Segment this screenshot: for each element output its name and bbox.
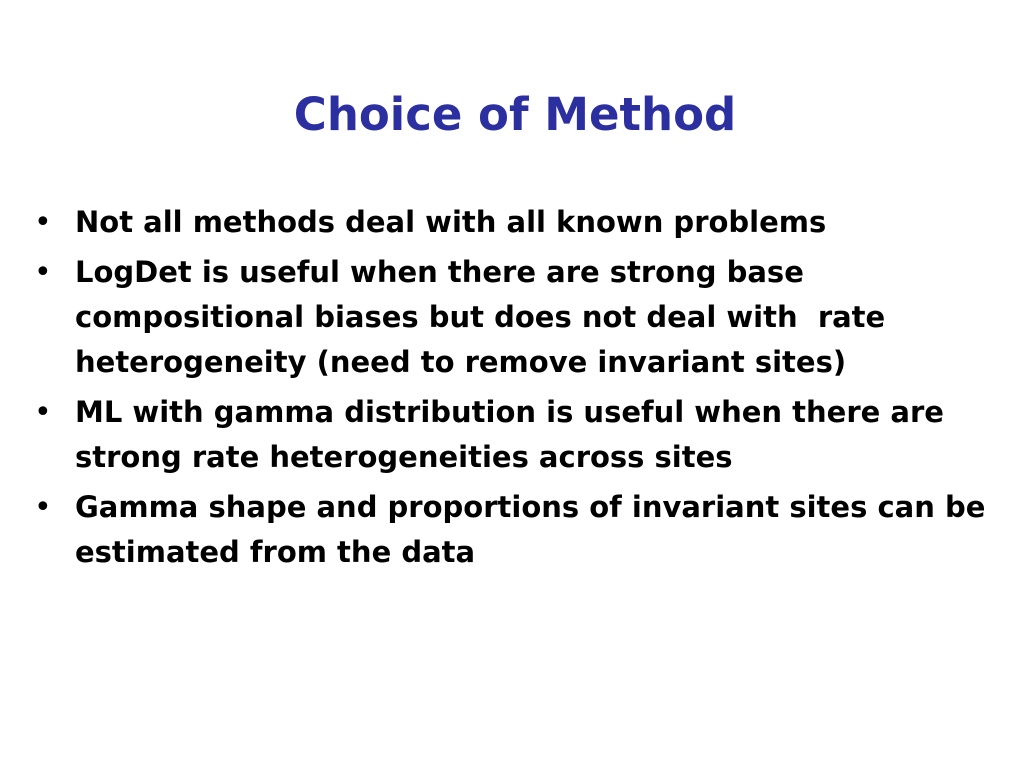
bullet-dot-icon: • [34,255,52,290]
bullet-dot-icon: • [34,205,52,240]
bullet-dot-icon: • [34,395,52,430]
bullet-item [30,200,990,245]
bullet-list [30,200,996,580]
bullet-item [30,390,990,480]
bullet-text: Not all methods deal with all known problems [75,205,827,239]
bullet-item [30,485,996,575]
slide-title: Choice of Method [293,88,737,141]
bullet-text: LogDet is useful when there are strong base compositional biases but does not deal with rate heterogeneity (need to remove invariant sites) [75,255,896,379]
bullet-text: ML with gamma distribution is useful when there are strong rate heterogeneities across sites [75,395,955,474]
bullet-item [30,250,990,385]
bullet-text: Gamma shape and proportions of invariant sites can be estimated from the data [75,490,996,569]
bullet-dot-icon: • [34,490,52,525]
